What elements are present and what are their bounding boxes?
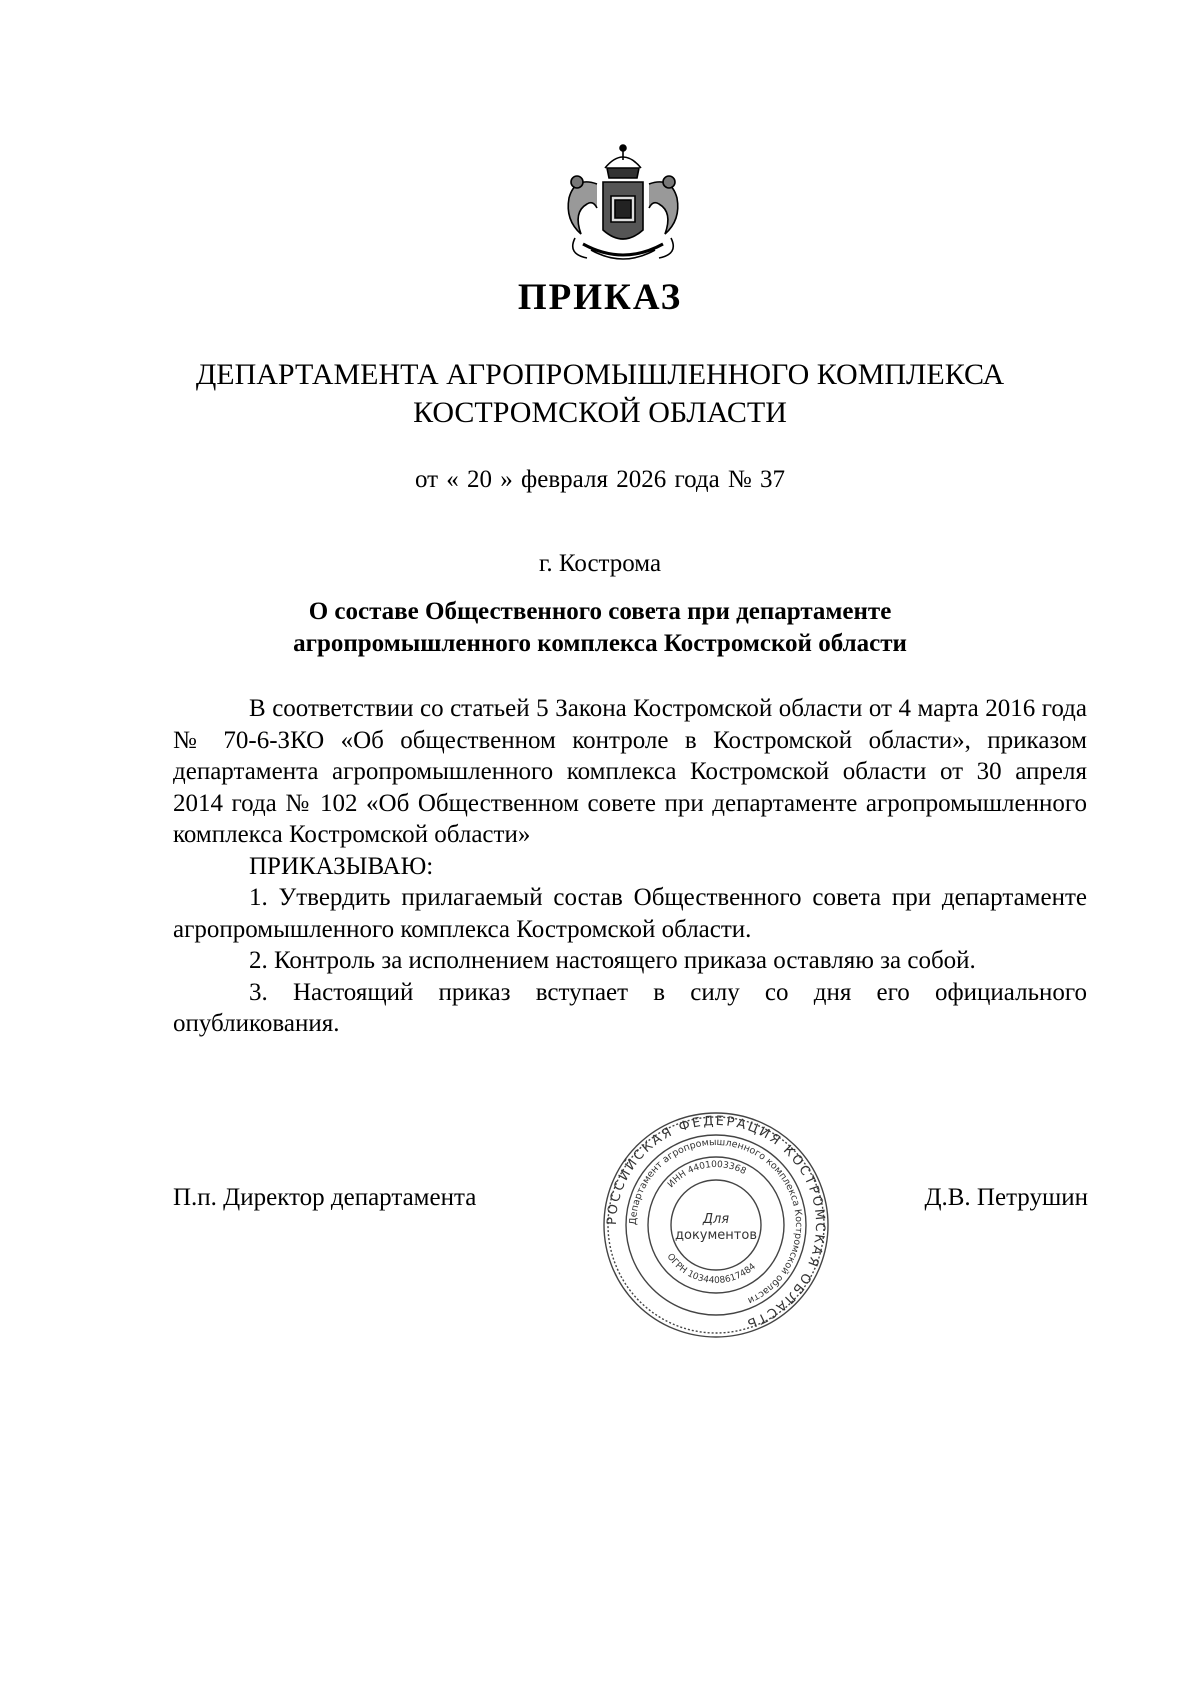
department-name bbox=[0, 356, 1200, 432]
seal-center-line1: Для bbox=[702, 1212, 730, 1227]
signer-position: П.п. Директор департамента bbox=[173, 1184, 477, 1211]
department-name-line1: ДЕПАРТАМЕНТА АГРОПРОМЫШЛЕННОГО КОМПЛЕКСА bbox=[195, 358, 1005, 391]
order-subject-line1: О составе Общественного совета при департаменте bbox=[308, 598, 892, 625]
signer-name: Д.В. Петрушин bbox=[924, 1184, 1088, 1211]
order-item-2: 2. Контроль за исполнением настоящего приказа оставляю за собой. bbox=[249, 947, 976, 974]
order-subject bbox=[0, 596, 1200, 660]
seal-outer-text: РОССИЙСКАЯ ФЕДЕРАЦИЯ КОСТРОМСКАЯ ОБЛАСТЬ bbox=[604, 1113, 828, 1332]
preamble-paragraph: В соответствии со статьей 5 Закона Костромской области от 4 марта 2016 года № 70-6-ЗКО «Об общественном контроле в Костромской области», приказом департамента агропромышленного комплекса Костромской области от 30 апреля 2014 года № 102 «Об Общественном совете при департаменте агропромышленного комплекса Костромской области» bbox=[173, 695, 1087, 848]
department-name-line2: КОСТРОМСКОЙ ОБЛАСТИ bbox=[413, 396, 787, 429]
seal-ogrn: ОГРН 1034408617484 bbox=[664, 1252, 758, 1287]
seal-inn: ИНН 4401003368 bbox=[666, 1159, 748, 1191]
city-name: г. Кострома bbox=[538, 550, 662, 577]
order-item-3: 3. Настоящий приказ вступает в силу со дня его официального опубликования. bbox=[173, 978, 1087, 1037]
order-subject-line2: агропромышленного комплекса Костромской области bbox=[293, 630, 907, 657]
seal-center-line2: документов bbox=[675, 1228, 757, 1243]
seal-inner-text: Департамент агропромышленного комплекса Костромской области bbox=[627, 1136, 805, 1306]
official-seal-stamp bbox=[596, 1105, 836, 1345]
order-date-number: от « 20 » февраля 2026 года № 37 bbox=[414, 466, 786, 493]
order-word: ПРИКАЗЫВАЮ: bbox=[249, 852, 434, 880]
order-item-1: 1. Утвердить прилагаемый состав Общественного совета при департаменте агропромышленного комплекса Костромской области. bbox=[173, 884, 1087, 943]
coat-of-arms-emblem bbox=[547, 138, 699, 273]
document-title: ПРИКАЗ bbox=[517, 277, 683, 318]
order-body bbox=[173, 693, 1087, 1040]
